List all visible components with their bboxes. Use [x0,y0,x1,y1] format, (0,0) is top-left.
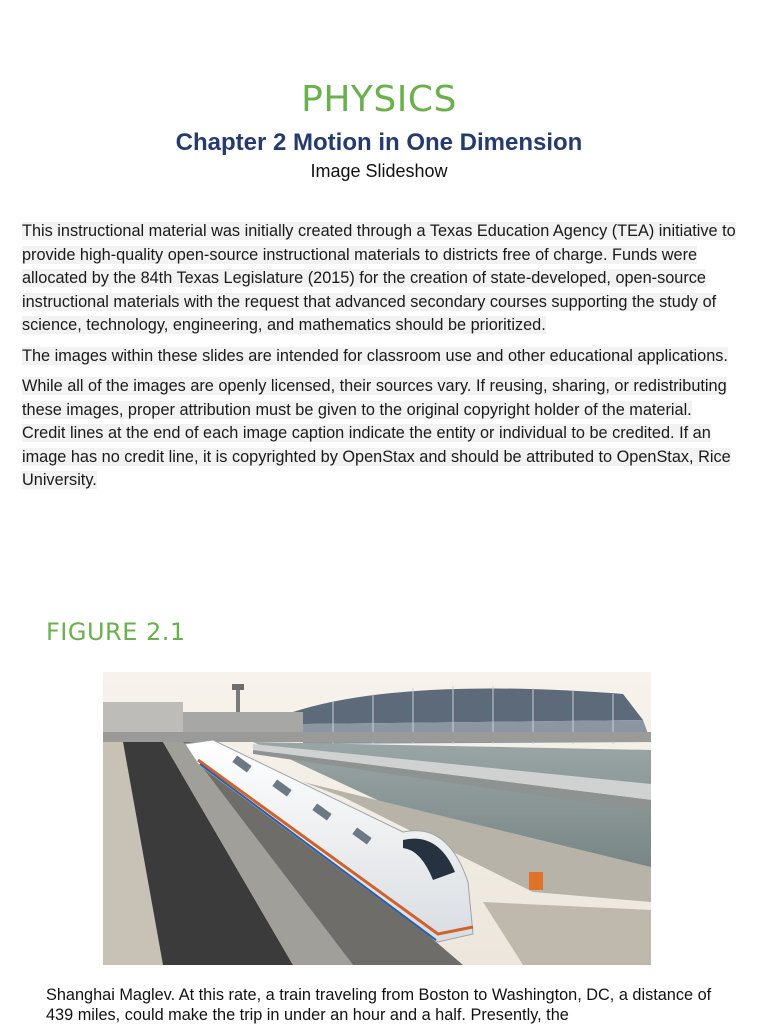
slideshow-subtitle: Image Slideshow [310,161,448,181]
intro-text [22,220,738,500]
intro-paragraph: This instructional material was initially created through a Texas Education Agency (TEA) initiative to provide high-quality open-source instructional materials to districts free of charge. Funds were allocated by the 84th Texas Legislature (2015) for the creation of state-developed, open-source instructional materials with the request that advanced secondary courses supporting the study of science, technology, engineering, and mathematics should be prioritized. [22,222,736,334]
figure-caption: Shanghai Maglev. At this rate, a train traveling from Boston to Washington, DC, a distance of 439 miles, could make the trip in under an hour and a half. Presently, the [46,986,712,1024]
intro-paragraph: The images within these slides are intended for classroom use and other educational applications. [22,346,728,365]
chapter-title: Chapter 2 Motion in One Dimension [175,129,583,156]
figure-label: FIGURE 2.1 [46,618,186,646]
figure-image-maglev-train [103,672,651,965]
intro-paragraph: While all of the images are openly licensed, their sources vary. If reusing, sharing, or redistributing these images, proper attribution must be given to the original copyright holder of the material. Credit lines at the end of each image caption indicate the entity or individual to be credited. If an image has no credit line, it is copyrighted by OpenStax and should be attributed to OpenStax, Rice University. [22,377,731,489]
subject-title: PHYSICS [301,79,457,120]
